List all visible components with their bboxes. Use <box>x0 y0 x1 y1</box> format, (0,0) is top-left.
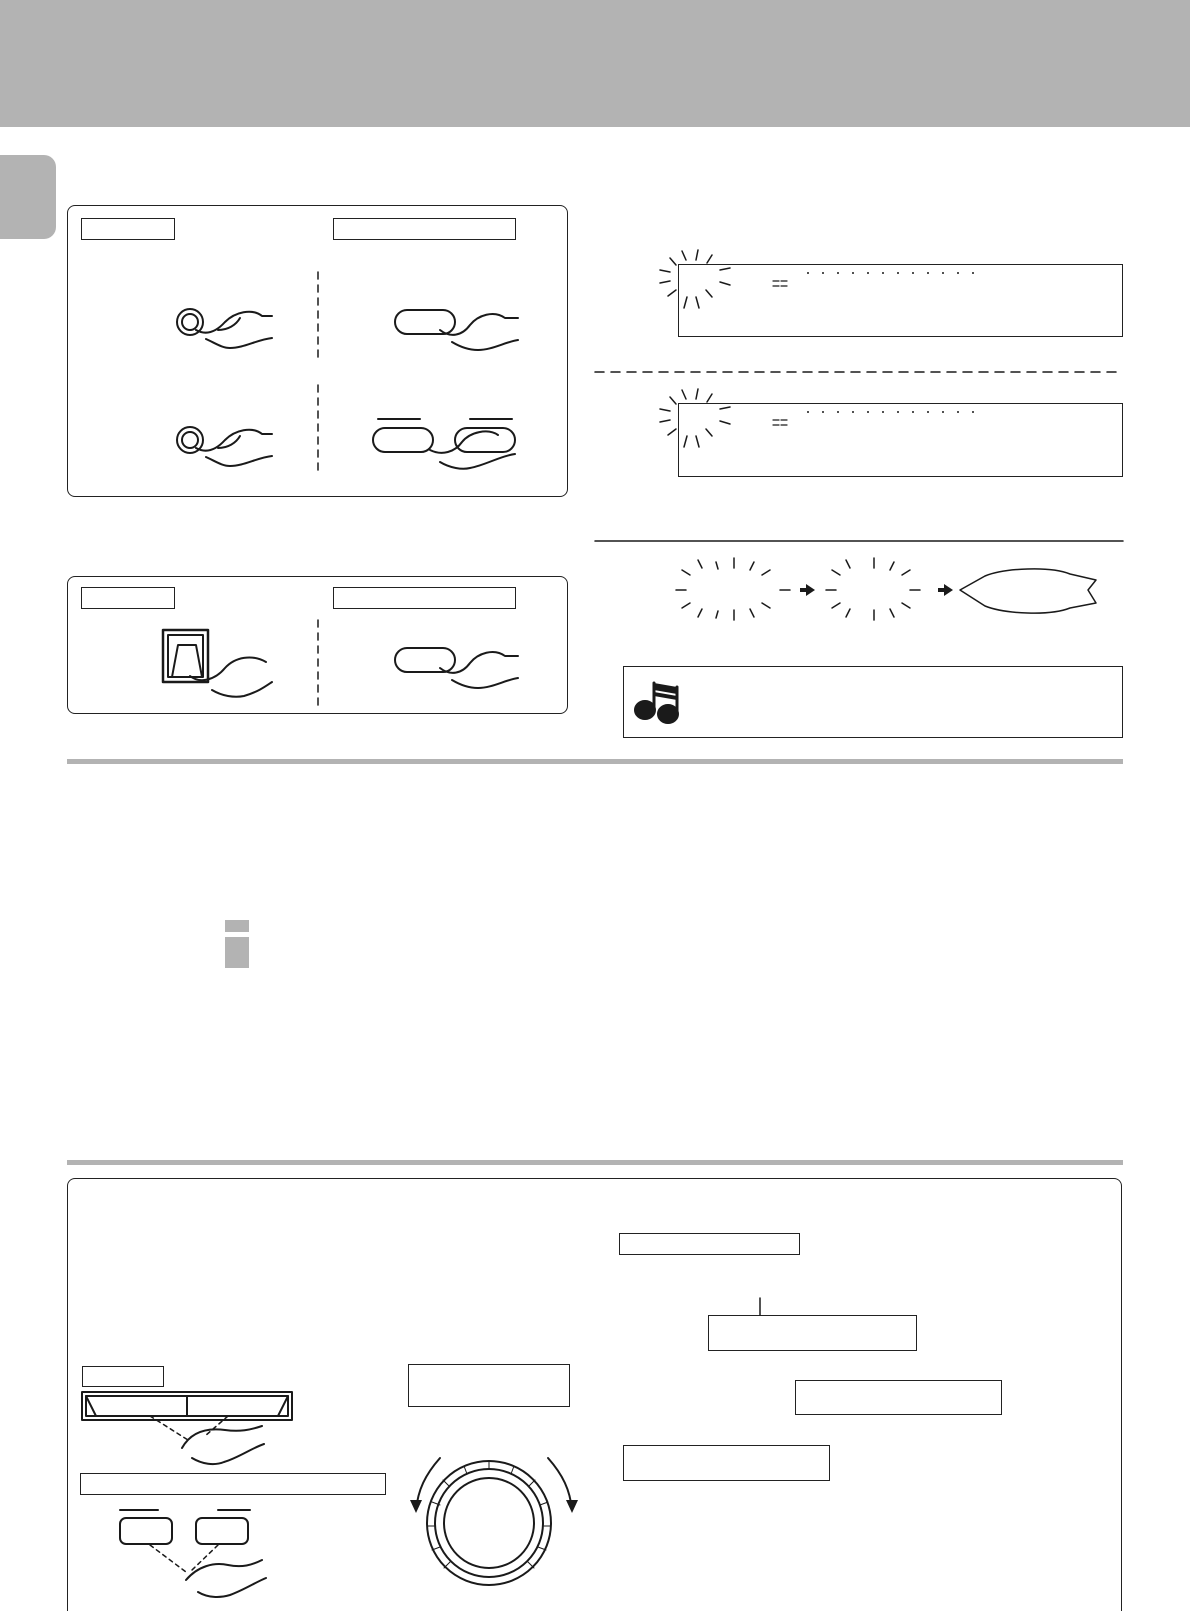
blink-burst-2 <box>826 558 920 620</box>
starburst-shape <box>960 569 1096 613</box>
blink-indicator-2 <box>660 389 730 447</box>
blink-indicator-1 <box>660 250 730 308</box>
display-dots <box>807 272 974 413</box>
blink-burst-1 <box>676 558 790 620</box>
music-note-icon <box>635 683 678 723</box>
round-button-press-icon <box>177 309 272 348</box>
display-1-glyphs <box>773 281 787 286</box>
remote-button-press-icon <box>395 310 518 350</box>
round-button-press-icon-2 <box>177 427 272 466</box>
tuning-bar-switch-icon <box>82 1392 292 1464</box>
right-arrow-icon <box>800 584 953 596</box>
rocker-switch-press-icon <box>163 630 272 697</box>
display-2-glyphs <box>773 420 787 425</box>
remote-button-press-icon-2 <box>395 648 518 688</box>
remote-two-buttons-press-icon <box>373 419 515 469</box>
rotary-knob-icon <box>410 1458 578 1585</box>
remote-up-down-buttons-icon <box>120 1510 266 1597</box>
